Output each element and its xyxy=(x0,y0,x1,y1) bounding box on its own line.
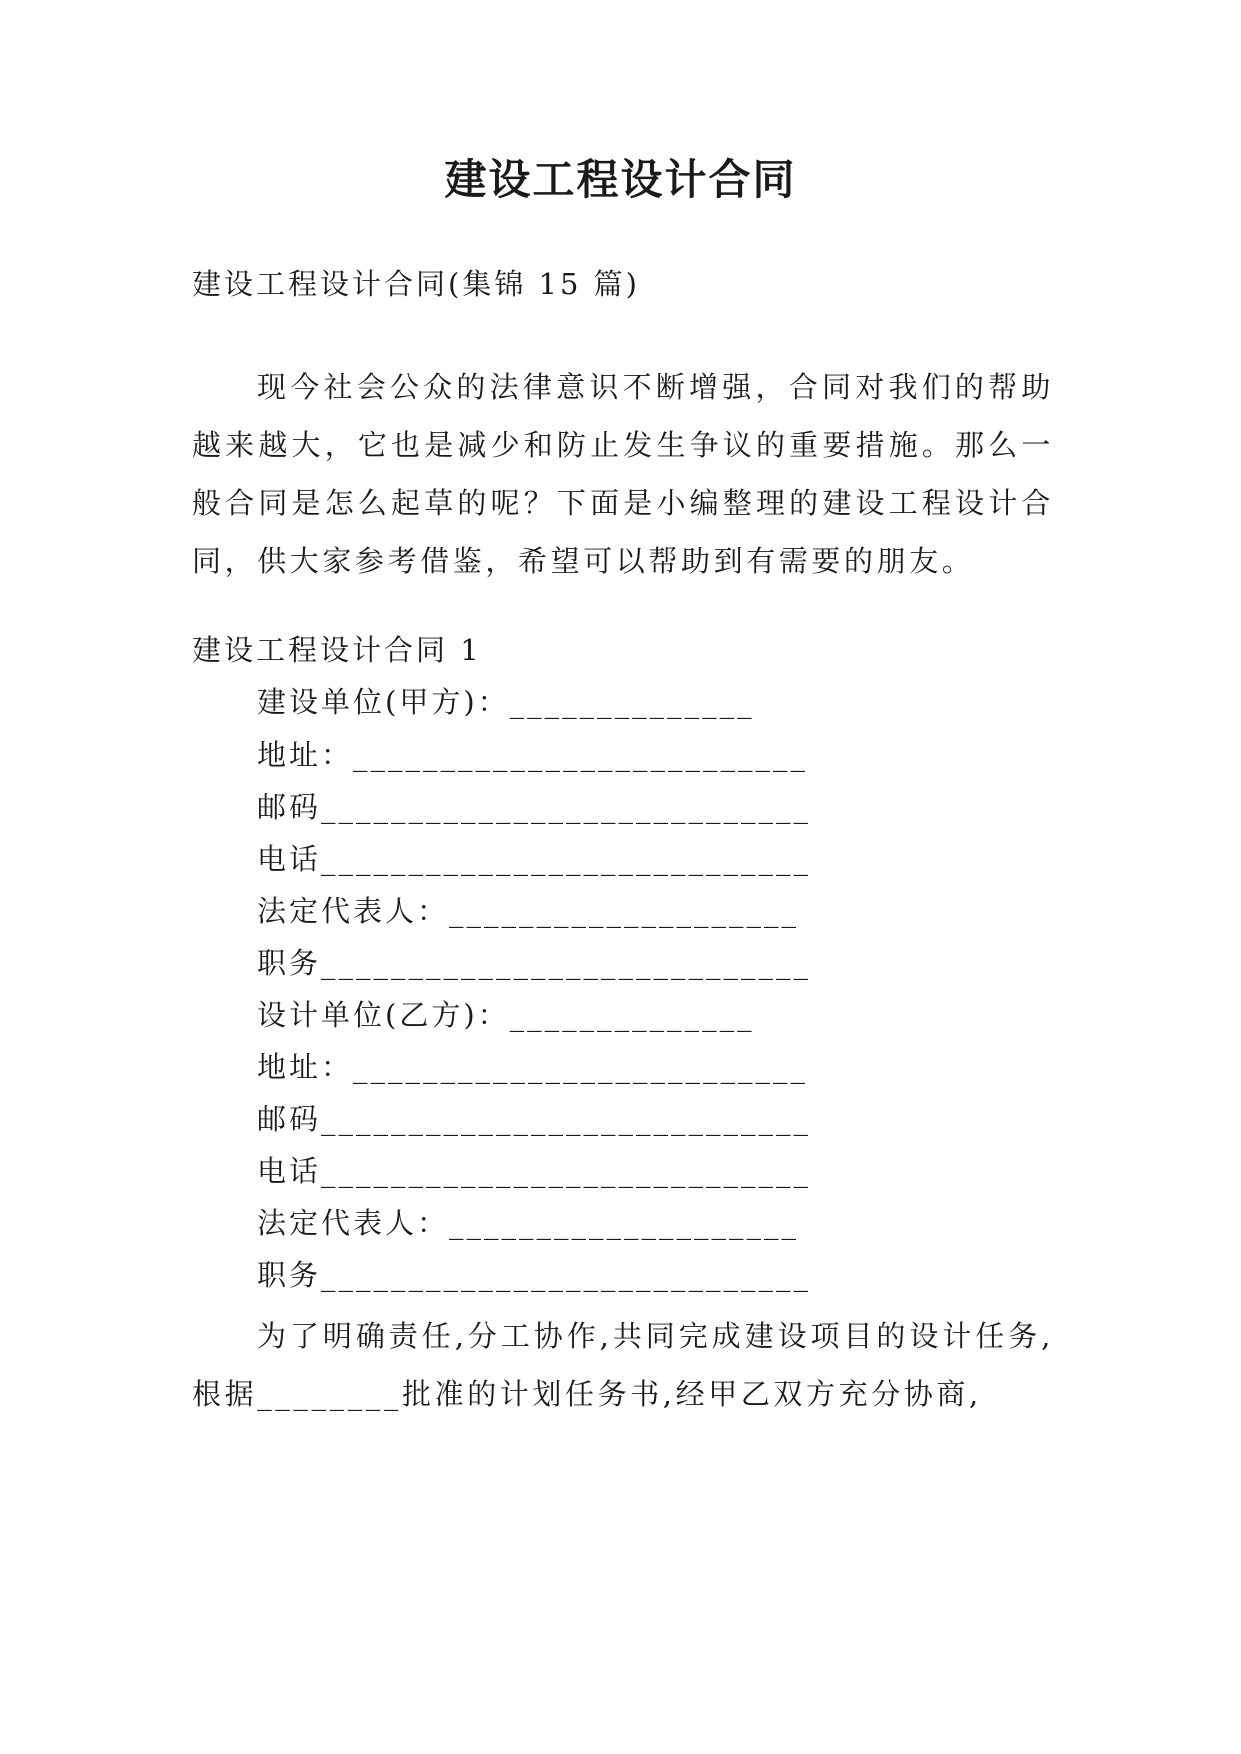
intro-paragraph: 现今社会公众的法律意识不断增强，合同对我们的帮助越来越大，它也是减少和防止发生争议的重要措施。那么一般合同是怎么起草的呢？下面是小编整理的建设工程设计合同，供大家参考借鉴，希望可以帮助到有需要的朋友。 xyxy=(192,370,1054,578)
party-b-unit: 设计单位(乙方)：______________ xyxy=(257,998,755,1032)
party-b-phone: 电话____________________________ xyxy=(257,1154,812,1188)
party-b-address: 地址：__________________________ xyxy=(257,1050,809,1084)
document-subtitle: 建设工程设计合同(集锦 15 篇) xyxy=(192,267,640,301)
document-title: 建设工程设计合同 xyxy=(444,155,797,204)
party-a-legal-rep: 法定代表人：____________________ xyxy=(257,894,800,928)
section-heading: 建设工程设计合同 1 xyxy=(192,633,482,667)
party-b-legal-rep: 法定代表人：____________________ xyxy=(257,1206,800,1240)
clause-paragraph: 为了明确责任,分工协作,共同完成建设项目的设计任务,根据________批准的计划任务书,经甲乙双方充分协商, xyxy=(192,1319,1054,1411)
party-b-postcode: 邮码____________________________ xyxy=(257,1102,812,1136)
party-b-position: 职务____________________________ xyxy=(257,1258,812,1292)
party-a-address: 地址：__________________________ xyxy=(257,738,809,772)
party-a-unit: 建设单位(甲方)：______________ xyxy=(257,685,755,719)
party-a-phone: 电话____________________________ xyxy=(257,842,812,876)
party-a-position: 职务____________________________ xyxy=(257,946,812,980)
party-a-postcode: 邮码____________________________ xyxy=(257,790,812,824)
